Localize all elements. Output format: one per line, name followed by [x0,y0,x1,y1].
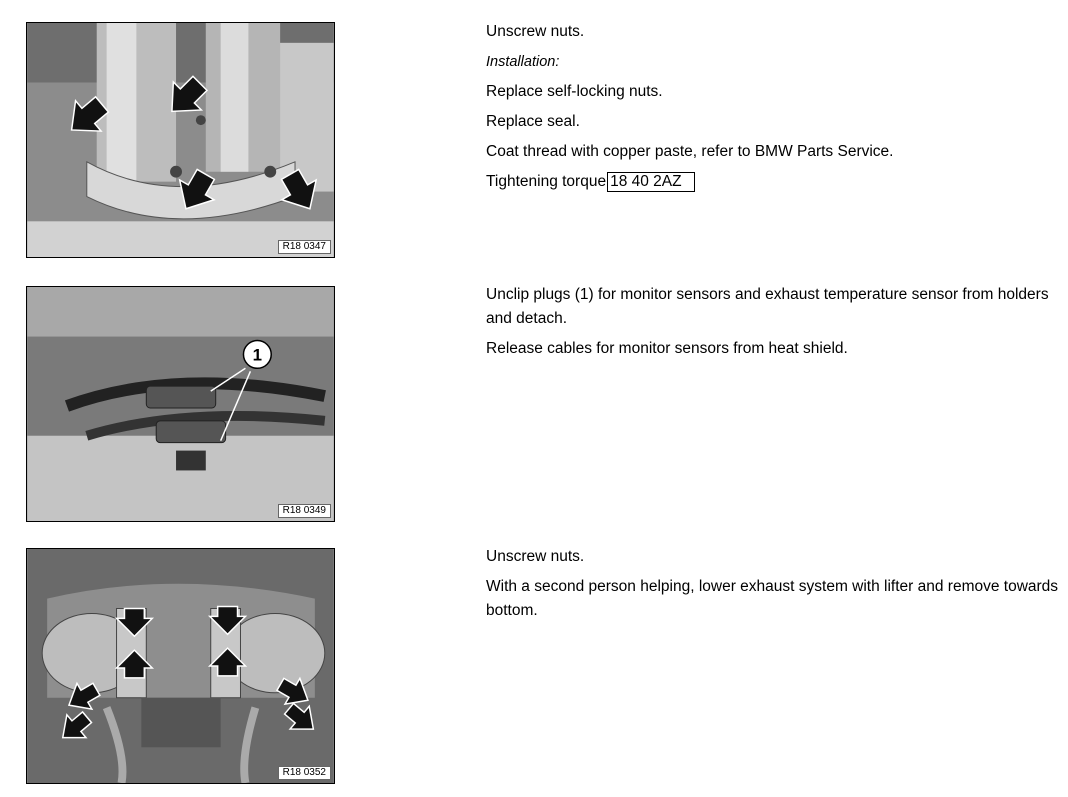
step-text: Unclip plugs (1) for monitor sensors and exhaust temperature sensor from holders and detach. [486,286,1049,327]
figure-code: R18 0347 [278,240,331,254]
step-text: Replace seal. [486,113,580,130]
figure-code: R18 0349 [278,504,331,518]
installation-heading: Installation: [486,54,560,70]
instructions-3 [486,545,1061,623]
torque-reference-link[interactable]: 18 40 2AZ [607,172,695,192]
photo-exhaust-pipes [27,23,334,257]
instructions-2 [486,283,1061,361]
step-text: Unscrew nuts. [486,23,585,40]
step-text: Release cables for monitor sensors from heat shield. [486,340,848,357]
figure-sensor-plugs [26,286,335,522]
step-text: Replace self-locking nuts. [486,83,663,100]
step-text: Unscrew nuts. [486,548,585,565]
step-text: Tightening torque [486,173,607,190]
step-text: With a second person helping, lower exhaust system with lifter and remove towards bottom. [486,578,1059,619]
figure-code: R18 0352 [278,766,331,780]
torque-line [486,170,1061,194]
figure-exhaust-pipe-flange [26,22,335,258]
instructions-1 [486,20,1061,194]
step-text: Coat thread with copper paste, refer to BMW Parts Service. [486,143,894,160]
photo-exhaust-underside [27,549,334,783]
figure-exhaust-system-underside [26,548,335,784]
photo-sensor-plugs [27,287,334,521]
callout-label: 1 [252,345,263,365]
